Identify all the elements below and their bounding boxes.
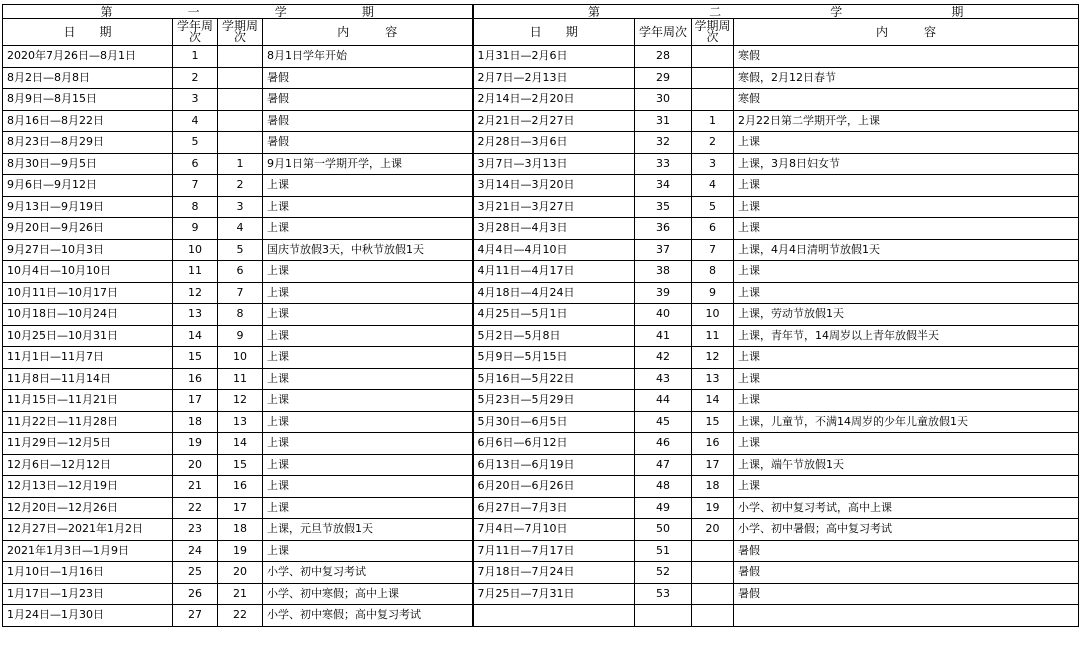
semester2-term-week-cell — [692, 540, 734, 562]
semester2-date-cell: 2月28日—3月6日 — [473, 132, 635, 154]
semester2-content-cell: 上课 — [734, 261, 1079, 283]
semester2-term-week-cell: 10 — [692, 304, 734, 326]
semester1-term-week-cell: 1 — [218, 153, 263, 175]
semester1-year-week-cell: 16 — [173, 368, 218, 390]
semester1-term-week-cell — [218, 132, 263, 154]
semester2-term-week-cell: 15 — [692, 411, 734, 433]
table-row — [3, 304, 1079, 326]
semester1-year-week-cell: 18 — [173, 411, 218, 433]
semester2-content-cell: 上课 — [734, 433, 1079, 455]
semester2-term-week-cell: 8 — [692, 261, 734, 283]
semester-title-row — [3, 5, 1079, 19]
semester1-content-cell: 上课 — [263, 218, 473, 240]
semester2-term-week-cell: 19 — [692, 497, 734, 519]
header-content: 内 容 — [263, 19, 473, 46]
semester1-term-week-cell: 6 — [218, 261, 263, 283]
semester1-content-cell: 上课 — [263, 196, 473, 218]
semester1-term-week-cell: 7 — [218, 282, 263, 304]
semester1-year-week-cell: 3 — [173, 89, 218, 111]
semester1-term-week-cell: 9 — [218, 325, 263, 347]
semester2-date-cell: 2月14日—2月20日 — [473, 89, 635, 111]
semester1-year-week-cell: 9 — [173, 218, 218, 240]
semester1-date-cell: 8月16日—8月22日 — [3, 110, 173, 132]
semester2-date-cell: 3月21日—3月27日 — [473, 196, 635, 218]
semester1-content-cell: 上课 — [263, 476, 473, 498]
semester2-date-cell: 2月7日—2月13日 — [473, 67, 635, 89]
semester2-term-week-cell: 12 — [692, 347, 734, 369]
semester1-term-week-cell: 2 — [218, 175, 263, 197]
semester2-content-cell: 小学、初中复习考试，高中上课 — [734, 497, 1079, 519]
semester2-year-week-cell: 37 — [635, 239, 692, 261]
table-row — [3, 519, 1079, 541]
semester2-term-week-cell: 20 — [692, 519, 734, 541]
semester2-year-week-cell: 43 — [635, 368, 692, 390]
semester2-date-cell: 5月9日—5月15日 — [473, 347, 635, 369]
semester2-year-week-cell: 32 — [635, 132, 692, 154]
table-row — [3, 454, 1079, 476]
semester1-date-cell: 10月18日—10月24日 — [3, 304, 173, 326]
semester1-date-cell: 9月6日—9月12日 — [3, 175, 173, 197]
semester2-content-cell: 暑假 — [734, 583, 1079, 605]
semester2-year-week-cell: 44 — [635, 390, 692, 412]
header-date: 日 期 — [3, 19, 173, 46]
semester2-year-week-cell: 50 — [635, 519, 692, 541]
semester2-content-cell: 上课 — [734, 390, 1079, 412]
semester1-term-week-cell: 11 — [218, 368, 263, 390]
semester2-term-week-cell: 18 — [692, 476, 734, 498]
semester1-content-cell: 上课 — [263, 454, 473, 476]
semester1-date-cell: 11月29日—12月5日 — [3, 433, 173, 455]
semester1-content-cell: 暑假 — [263, 89, 473, 111]
semester1-date-cell: 12月20日—12月26日 — [3, 497, 173, 519]
semester1-title — [3, 5, 473, 19]
semester1-term-week-cell — [218, 110, 263, 132]
semester1-term-week-cell: 16 — [218, 476, 263, 498]
semester1-year-week-cell: 6 — [173, 153, 218, 175]
semester2-date-cell: 5月2日—5月8日 — [473, 325, 635, 347]
semester2-date-cell: 6月20日—6月26日 — [473, 476, 635, 498]
table-row — [3, 110, 1079, 132]
semester2-content-cell: 上课 — [734, 282, 1079, 304]
semester1-date-cell: 8月23日—8月29日 — [3, 132, 173, 154]
semester1-content-cell: 暑假 — [263, 132, 473, 154]
semester1-date-cell: 9月13日—9月19日 — [3, 196, 173, 218]
semester1-year-week-cell: 20 — [173, 454, 218, 476]
semester1-content-cell: 上课 — [263, 433, 473, 455]
semester1-date-cell: 9月20日—9月26日 — [3, 218, 173, 240]
semester2-term-week-cell — [692, 67, 734, 89]
semester1-date-cell: 8月9日—8月15日 — [3, 89, 173, 111]
semester2-year-week-cell: 48 — [635, 476, 692, 498]
semester1-term-week-cell: 17 — [218, 497, 263, 519]
semester1-term-week-cell: 18 — [218, 519, 263, 541]
semester2-content-cell: 上课，儿童节，不满14周岁的少年儿童放假1天 — [734, 411, 1079, 433]
semester1-title-char: 期 — [361, 4, 374, 19]
semester2-date-cell: 7月18日—7月24日 — [473, 562, 635, 584]
semester2-content-cell: 寒假 — [734, 89, 1079, 111]
semester1-term-week-cell: 15 — [218, 454, 263, 476]
table-row — [3, 347, 1079, 369]
semester2-year-week-cell: 28 — [635, 46, 692, 68]
semester1-content-cell: 上课 — [263, 368, 473, 390]
semester1-year-week-cell: 22 — [173, 497, 218, 519]
semester2-content-cell: 上课 — [734, 368, 1079, 390]
semester1-year-week-cell: 11 — [173, 261, 218, 283]
semester2-content-cell: 寒假，2月12日春节 — [734, 67, 1079, 89]
semester1-content-cell: 上课 — [263, 261, 473, 283]
semester1-content-cell: 小学、初中寒假；高中上课 — [263, 583, 473, 605]
column-header-row — [3, 19, 1079, 46]
semester2-content-cell: 2月22日第二学期开学，上课 — [734, 110, 1079, 132]
semester1-term-week-cell: 21 — [218, 583, 263, 605]
semester2-date-cell: 5月23日—5月29日 — [473, 390, 635, 412]
semester1-year-week-cell: 24 — [173, 540, 218, 562]
semester2-year-week-cell: 34 — [635, 175, 692, 197]
semester2-year-week-cell: 31 — [635, 110, 692, 132]
semester2-term-week-cell: 16 — [692, 433, 734, 455]
semester2-term-week-cell: 5 — [692, 196, 734, 218]
semester2-content-cell: 上课，4月4日清明节放假1天 — [734, 239, 1079, 261]
semester2-content-cell: 上课 — [734, 476, 1079, 498]
semester2-term-week-cell: 17 — [692, 454, 734, 476]
semester1-year-week-cell: 1 — [173, 46, 218, 68]
semester2-term-week-cell: 14 — [692, 390, 734, 412]
semester2-year-week-cell: 47 — [635, 454, 692, 476]
semester2-date-cell: 1月31日—2月6日 — [473, 46, 635, 68]
semester2-term-week-cell — [692, 605, 734, 627]
table-row — [3, 368, 1079, 390]
semester2-term-week-cell — [692, 583, 734, 605]
table-row — [3, 153, 1079, 175]
table-row — [3, 67, 1079, 89]
semester1-term-week-cell: 4 — [218, 218, 263, 240]
table-row — [3, 132, 1079, 154]
semester2-term-week-cell — [692, 46, 734, 68]
semester2-year-week-cell: 29 — [635, 67, 692, 89]
semester1-content-cell: 上课 — [263, 347, 473, 369]
semester1-term-week-cell: 22 — [218, 605, 263, 627]
semester2-year-week-cell: 45 — [635, 411, 692, 433]
semester2-term-week-cell: 1 — [692, 110, 734, 132]
semester1-date-cell: 11月22日—11月28日 — [3, 411, 173, 433]
header-year-week: 学年周次 — [635, 19, 692, 46]
semester2-year-week-cell: 52 — [635, 562, 692, 584]
semester2-year-week-cell: 49 — [635, 497, 692, 519]
table-row — [3, 433, 1079, 455]
semester1-term-week-cell: 10 — [218, 347, 263, 369]
semester1-year-week-cell: 15 — [173, 347, 218, 369]
semester2-title — [473, 5, 1079, 19]
table-row — [3, 562, 1079, 584]
semester2-date-cell — [473, 605, 635, 627]
table-row — [3, 46, 1079, 68]
semester2-year-week-cell: 40 — [635, 304, 692, 326]
table-row — [3, 282, 1079, 304]
semester2-content-cell: 小学、初中暑假；高中复习考试 — [734, 519, 1079, 541]
semester1-content-cell: 小学、初中寒假；高中复习考试 — [263, 605, 473, 627]
header-content: 内 容 — [734, 19, 1079, 46]
semester1-date-cell: 12月27日—2021年1月2日 — [3, 519, 173, 541]
school-calendar-table — [2, 4, 1079, 627]
semester1-term-week-cell: 5 — [218, 239, 263, 261]
semester1-year-week-cell: 2 — [173, 67, 218, 89]
table-row — [3, 218, 1079, 240]
semester2-content-cell: 暑假 — [734, 540, 1079, 562]
semester2-title-char: 期 — [951, 4, 964, 19]
semester2-term-week-cell: 6 — [692, 218, 734, 240]
semester2-date-cell: 4月18日—4月24日 — [473, 282, 635, 304]
table-row — [3, 89, 1079, 111]
semester2-year-week-cell: 51 — [635, 540, 692, 562]
semester2-title-char: 学 — [830, 4, 843, 19]
semester2-date-cell: 4月11日—4月17日 — [473, 261, 635, 283]
semester1-year-week-cell: 4 — [173, 110, 218, 132]
table-row — [3, 196, 1079, 218]
table-row — [3, 175, 1079, 197]
semester1-content-cell: 上课 — [263, 390, 473, 412]
header-date: 日 期 — [473, 19, 635, 46]
semester1-year-week-cell: 27 — [173, 605, 218, 627]
semester2-term-week-cell: 13 — [692, 368, 734, 390]
semester2-date-cell: 3月7日—3月13日 — [473, 153, 635, 175]
table-row — [3, 497, 1079, 519]
semester2-content-cell: 暑假 — [734, 562, 1079, 584]
table-row — [3, 476, 1079, 498]
semester2-content-cell: 上课，3月8日妇女节 — [734, 153, 1079, 175]
semester2-year-week-cell: 30 — [635, 89, 692, 111]
semester2-date-cell: 7月4日—7月10日 — [473, 519, 635, 541]
semester1-term-week-cell: 14 — [218, 433, 263, 455]
semester2-content-cell: 上课 — [734, 132, 1079, 154]
semester1-content-cell: 上课 — [263, 175, 473, 197]
semester2-date-cell: 6月27日—7月3日 — [473, 497, 635, 519]
semester2-year-week-cell: 42 — [635, 347, 692, 369]
semester1-year-week-cell: 12 — [173, 282, 218, 304]
semester1-date-cell: 8月30日—9月5日 — [3, 153, 173, 175]
semester1-content-cell: 国庆节放假3天，中秋节放假1天 — [263, 239, 473, 261]
table-row — [3, 583, 1079, 605]
semester1-content-cell: 小学、初中复习考试 — [263, 562, 473, 584]
semester2-title-char: 第 — [588, 4, 601, 19]
semester1-term-week-cell: 19 — [218, 540, 263, 562]
semester2-date-cell: 5月30日—6月5日 — [473, 411, 635, 433]
semester1-date-cell: 8月2日—8月8日 — [3, 67, 173, 89]
semester1-year-week-cell: 5 — [173, 132, 218, 154]
semester1-date-cell: 11月1日—11月7日 — [3, 347, 173, 369]
semester1-content-cell: 上课，元旦节放假1天 — [263, 519, 473, 541]
semester2-term-week-cell: 7 — [692, 239, 734, 261]
semester2-content-cell: 上课 — [734, 196, 1079, 218]
semester2-content-cell: 上课，青年节，14周岁以上青年放假半天 — [734, 325, 1079, 347]
semester1-term-week-cell: 20 — [218, 562, 263, 584]
semester2-date-cell: 3月28日—4月3日 — [473, 218, 635, 240]
semester1-term-week-cell — [218, 89, 263, 111]
semester2-date-cell: 7月11日—7月17日 — [473, 540, 635, 562]
semester2-content-cell: 上课，端午节放假1天 — [734, 454, 1079, 476]
semester2-date-cell: 3月14日—3月20日 — [473, 175, 635, 197]
semester1-content-cell: 上课 — [263, 304, 473, 326]
semester2-date-cell: 2月21日—2月27日 — [473, 110, 635, 132]
semester1-date-cell: 2021年1月3日—1月9日 — [3, 540, 173, 562]
header-year-week: 学年周次 — [173, 19, 218, 46]
semester2-date-cell: 6月13日—6月19日 — [473, 454, 635, 476]
table-row — [3, 540, 1079, 562]
semester1-term-week-cell — [218, 67, 263, 89]
header-term-week: 学期周次 — [692, 19, 734, 46]
semester1-date-cell: 9月27日—10月3日 — [3, 239, 173, 261]
semester1-content-cell: 暑假 — [263, 67, 473, 89]
semester1-content-cell: 上课 — [263, 282, 473, 304]
semester1-year-week-cell: 21 — [173, 476, 218, 498]
semester2-year-week-cell: 36 — [635, 218, 692, 240]
table-row — [3, 261, 1079, 283]
semester1-content-cell: 上课 — [263, 497, 473, 519]
calendar-sheet — [2, 4, 1078, 627]
table-row — [3, 390, 1079, 412]
semester2-year-week-cell: 35 — [635, 196, 692, 218]
semester1-term-week-cell: 8 — [218, 304, 263, 326]
semester2-content-cell: 寒假 — [734, 46, 1079, 68]
semester2-term-week-cell: 3 — [692, 153, 734, 175]
semester2-year-week-cell: 46 — [635, 433, 692, 455]
semester1-date-cell: 10月25日—10月31日 — [3, 325, 173, 347]
semester2-year-week-cell: 53 — [635, 583, 692, 605]
semester2-date-cell: 4月4日—4月10日 — [473, 239, 635, 261]
semester1-term-week-cell: 3 — [218, 196, 263, 218]
semester2-content-cell: 上课 — [734, 175, 1079, 197]
semester2-date-cell: 7月25日—7月31日 — [473, 583, 635, 605]
semester1-date-cell: 1月10日—1月16日 — [3, 562, 173, 584]
semester1-content-cell: 8月1日学年开始 — [263, 46, 473, 68]
semester1-date-cell: 12月13日—12月19日 — [3, 476, 173, 498]
semester1-year-week-cell: 19 — [173, 433, 218, 455]
table-row — [3, 239, 1079, 261]
table-row — [3, 325, 1079, 347]
semester2-term-week-cell: 11 — [692, 325, 734, 347]
semester1-date-cell: 10月4日—10月10日 — [3, 261, 173, 283]
semester1-term-week-cell — [218, 46, 263, 68]
semester2-year-week-cell: 38 — [635, 261, 692, 283]
semester1-content-cell: 上课 — [263, 325, 473, 347]
semester2-year-week-cell: 33 — [635, 153, 692, 175]
semester2-term-week-cell: 2 — [692, 132, 734, 154]
semester1-date-cell: 2020年7月26日—8月1日 — [3, 46, 173, 68]
semester1-content-cell: 上课 — [263, 411, 473, 433]
semester1-year-week-cell: 7 — [173, 175, 218, 197]
semester1-title-char: 一 — [187, 4, 200, 19]
semester2-date-cell: 5月16日—5月22日 — [473, 368, 635, 390]
semester1-year-week-cell: 14 — [173, 325, 218, 347]
semester2-content-cell — [734, 605, 1079, 627]
semester2-content-cell: 上课 — [734, 347, 1079, 369]
semester2-year-week-cell: 41 — [635, 325, 692, 347]
semester1-term-week-cell: 12 — [218, 390, 263, 412]
semester1-date-cell: 12月6日—12月12日 — [3, 454, 173, 476]
semester1-content-cell: 上课 — [263, 540, 473, 562]
semester1-date-cell: 1月17日—1月23日 — [3, 583, 173, 605]
semester1-date-cell: 11月15日—11月21日 — [3, 390, 173, 412]
semester1-year-week-cell: 25 — [173, 562, 218, 584]
semester1-content-cell: 9月1日第一学期开学，上课 — [263, 153, 473, 175]
semester1-year-week-cell: 17 — [173, 390, 218, 412]
semester2-term-week-cell — [692, 89, 734, 111]
semester1-date-cell: 11月8日—11月14日 — [3, 368, 173, 390]
semester1-year-week-cell: 8 — [173, 196, 218, 218]
semester2-date-cell: 4月25日—5月1日 — [473, 304, 635, 326]
semester2-content-cell: 上课 — [734, 218, 1079, 240]
semester1-title-char: 学 — [274, 4, 287, 19]
semester2-year-week-cell: 39 — [635, 282, 692, 304]
semester2-term-week-cell: 4 — [692, 175, 734, 197]
semester2-term-week-cell — [692, 562, 734, 584]
semester1-date-cell: 10月11日—10月17日 — [3, 282, 173, 304]
semester1-year-week-cell: 13 — [173, 304, 218, 326]
semester2-content-cell: 上课，劳动节放假1天 — [734, 304, 1079, 326]
table-row — [3, 411, 1079, 433]
semester1-term-week-cell: 13 — [218, 411, 263, 433]
semester1-content-cell: 暑假 — [263, 110, 473, 132]
header-term-week: 学期周次 — [218, 19, 263, 46]
semester1-year-week-cell: 10 — [173, 239, 218, 261]
semester2-title-char: 二 — [709, 4, 722, 19]
semester1-year-week-cell: 23 — [173, 519, 218, 541]
semester2-term-week-cell: 9 — [692, 282, 734, 304]
table-row — [3, 605, 1079, 627]
semester1-date-cell: 1月24日—1月30日 — [3, 605, 173, 627]
semester1-title-char: 第 — [100, 4, 113, 19]
semester2-date-cell: 6月6日—6月12日 — [473, 433, 635, 455]
semester2-year-week-cell — [635, 605, 692, 627]
semester1-year-week-cell: 26 — [173, 583, 218, 605]
